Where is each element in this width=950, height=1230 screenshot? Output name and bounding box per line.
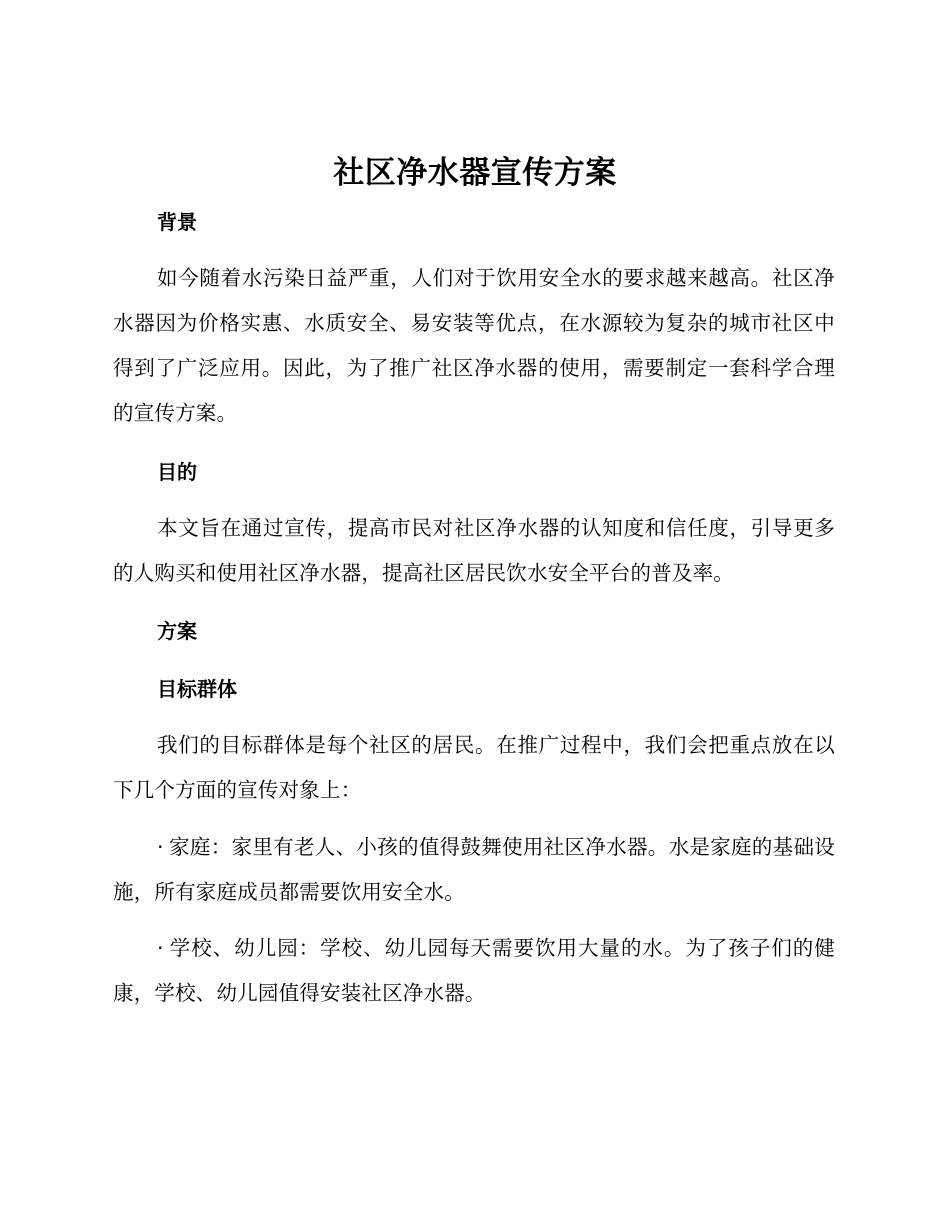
- paragraph-purpose: 本文旨在通过宣传，提高市民对社区净水器的认知度和信任度，引导更多的人购买和使用社区净水器，提高社区居民饮水安全平台的普及率。: [113, 516, 835, 585]
- bullet-marker: ·: [157, 835, 164, 859]
- section-heading-plan: 方案: [157, 619, 197, 643]
- section-heading-background: 背景: [157, 210, 197, 234]
- paragraph-target: 我们的目标群体是每个社区的居民。在推广过程中，我们会把重点放在以下几个方面的宣传对象上：: [113, 733, 835, 802]
- bullet-item-school: [113, 926, 835, 1016]
- bullet-text: 学校、幼儿园：学校、幼儿园每天需要饮用大量的水。为了孩子们的健康，学校、幼儿园值得安装社区净水器。: [113, 936, 835, 1005]
- paragraph-background: 如今随着水污染日益严重，人们对于饮用安全水的要求越来越高。社区净水器因为价格实惠、水质安全、易安装等优点，在水源较为复杂的城市社区中得到了广泛应用。因此，为了推广社区净水器的使用，需要制定一套科学合理的宣传方案。: [113, 266, 835, 425]
- bullet-item-family: [113, 825, 835, 915]
- bullet-text: 家庭：家里有老人、小孩的值得鼓舞使用社区净水器。水是家庭的基础设施，所有家庭成员都需要饮用安全水。: [113, 835, 835, 904]
- section-heading-target: 目标群体: [157, 677, 237, 701]
- section-heading-purpose: 目的: [157, 460, 197, 484]
- bullet-marker: ·: [157, 936, 164, 960]
- document-title: 社区净水器宣传方案: [333, 155, 617, 191]
